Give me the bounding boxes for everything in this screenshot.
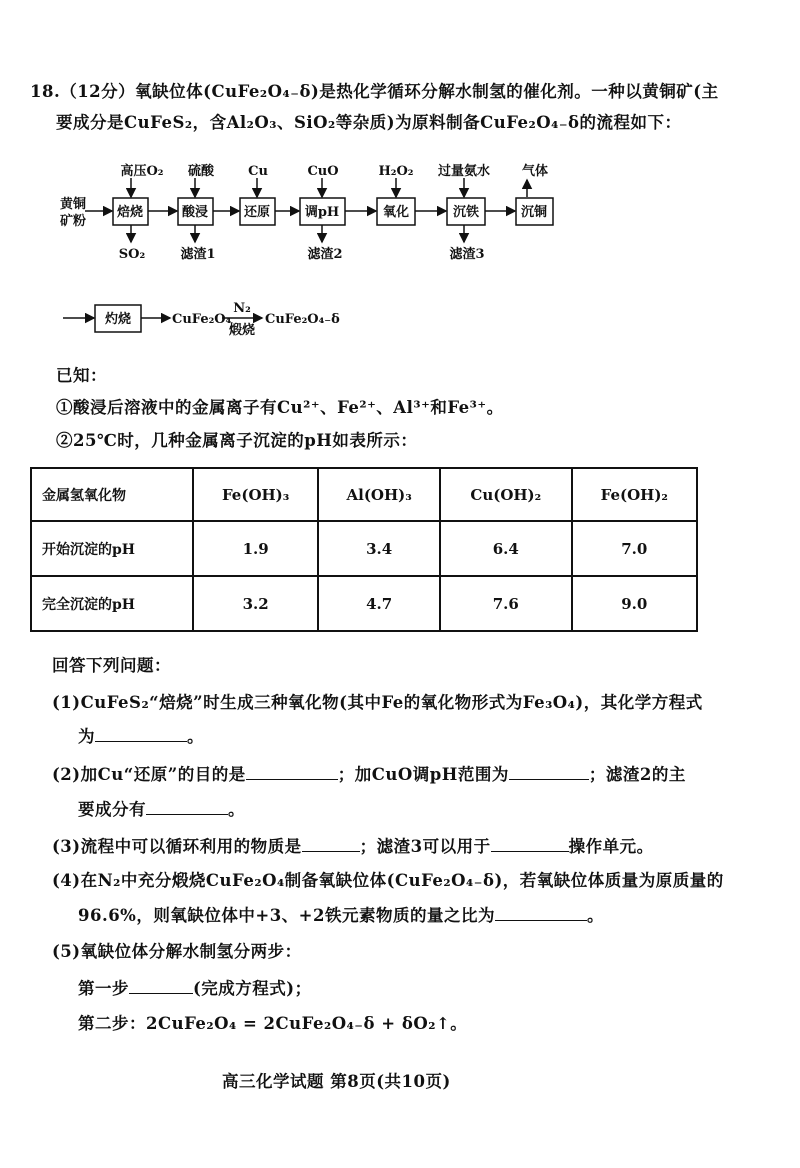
table-cell: 3.4 [318,521,440,576]
flow-output-residue-1: 滤渣1 [180,247,216,262]
q2-pre: 要成分有 [78,800,146,819]
flow-output-residue-3: 滤渣3 [449,247,485,262]
answer-blank [302,837,360,852]
flow-input-cuo: CuO [307,164,339,179]
flow-input-h2so4: 硫酸 [187,164,215,179]
q1-line-1: (1)CuFeS₂“焙烧”时生成三种氧化物(其中Fe的氧化物形式为Fe₃O₄)，其化学方程式 [52,693,703,712]
table-cell: 开始沉淀的pH [31,521,193,576]
step1-line [78,975,312,999]
q3-text-2: ；滤渣3可以用于 [359,837,491,856]
known-title: 已知： [56,366,107,385]
table-cell: 6.4 [440,521,572,576]
flow-input-o2: 高压O₂ [120,164,164,179]
flow-output-so2: SO₂ [118,247,146,262]
q1-pre: 为 [78,727,95,746]
q2-line-1 [52,761,686,785]
flow-product-cufe2o4: CuFe₂O₄ [172,312,232,327]
table-header: Fe(OH)₂ [572,468,697,521]
known-item-1: ①酸浸后溶液中的金属离子有Cu²⁺、Fe²⁺、Al³⁺和Fe³⁺。 [56,398,504,417]
known-item-2: ②25℃时，几种金属离子沉淀的pH如表所示： [56,431,418,450]
flow-output-gas: 气体 [521,164,549,179]
step2-line: 第二步：2CuFe₂O₄ = 2CuFe₂O₄₋δ + δO₂↑。 [78,1014,468,1033]
ph-table [30,467,698,632]
q2-text-3: ；滤渣2的主 [588,765,686,784]
flow-step-acid-leach: 酸浸 [181,205,209,220]
table-header: Cu(OH)₂ [440,468,572,521]
table-header: 金属氢氧化物 [31,468,193,521]
answers-intro: 回答下列问题： [52,656,171,675]
q5-line: (5)氧缺位体分解水制氢分两步： [52,942,302,961]
page-footer: 高三化学试题 第8页(共10页) [222,1072,451,1091]
flow-step-calcine: 灼烧 [104,312,132,327]
flow-output-residue-2: 滤渣2 [307,247,343,262]
answer-blank [491,837,569,852]
q3-line [52,833,654,857]
table-header-row [31,468,697,521]
q2-line-2 [78,796,245,820]
flow-step-roast: 焙烧 [116,205,144,220]
step1-post: (完成方程式)； [193,979,312,998]
answer-blank [95,727,187,742]
answer-blank [509,765,589,780]
q2-text-1: (2)加Cu“还原”的目的是 [52,765,246,784]
q2-text-2: ；加CuO调pH范围为 [337,765,509,784]
table-row [31,521,697,576]
answer-blank [495,906,587,921]
q4-line-2 [78,902,604,926]
table-cell: 4.7 [318,576,440,631]
q1-post: 。 [187,727,204,746]
flow-start-2: 矿粉 [60,214,87,229]
table-cell: 3.2 [193,576,318,631]
q4-line-1: (4)在N₂中充分煅烧CuFe₂O₄制备氧缺位体(CuFe₂O₄₋δ)，若氧缺位体质量为原质量的 [52,871,724,890]
q1-line-2 [78,723,204,747]
table-cell: 7.0 [572,521,697,576]
flow-step-reduce: 还原 [243,205,271,220]
q3-text-1: (3)流程中可以循环利用的物质是 [52,837,302,856]
answer-blank [129,979,193,994]
flow-step-adjust-ph: 调pH [304,205,340,220]
q4-pre: 96.6%，则氧缺位体中+3、+2铁元素物质的量之比为 [78,906,495,925]
q3-text-3: 操作单元。 [568,837,654,856]
process-flow-diagram [0,150,640,350]
flow-cond-calcine: 煅烧 [228,323,256,338]
question-line-1: 18.（12分）氧缺位体(CuFe₂O₄₋δ)是热化学循环分解水制氢的催化剂。一种以黄铜矿(主 [30,82,719,101]
flow-cond-n2: N₂ [233,301,251,316]
flow-step-precip-iron: 沉铁 [452,205,480,220]
flow-input-cu: Cu [248,164,268,179]
flow-input-ammonia: 过量氨水 [437,164,491,179]
flow-step-precip-copper: 沉铜 [520,205,548,220]
flow-step-oxidize: 氧化 [382,205,410,220]
table-header: Al(OH)₃ [318,468,440,521]
table-cell: 1.9 [193,521,318,576]
answer-blank [246,765,338,780]
flow-input-h2o2: H₂O₂ [378,164,414,179]
step1-pre: 第一步 [78,979,129,998]
flow-start-1: 黄铜 [60,197,87,212]
table-cell: 7.6 [440,576,572,631]
question-line-2: 要成分是CuFeS₂，含Al₂O₃、SiO₂等杂质)为原料制备CuFe₂O₄₋δ的流程如下： [56,113,682,132]
flow-final-product: CuFe₂O₄₋δ [265,312,340,327]
table-cell: 9.0 [572,576,697,631]
answer-blank [146,800,228,815]
table-cell: 完全沉淀的pH [31,576,193,631]
q4-post: 。 [586,906,604,925]
q2-post: 。 [228,800,245,819]
table-header: Fe(OH)₃ [193,468,318,521]
table-row [31,576,697,631]
